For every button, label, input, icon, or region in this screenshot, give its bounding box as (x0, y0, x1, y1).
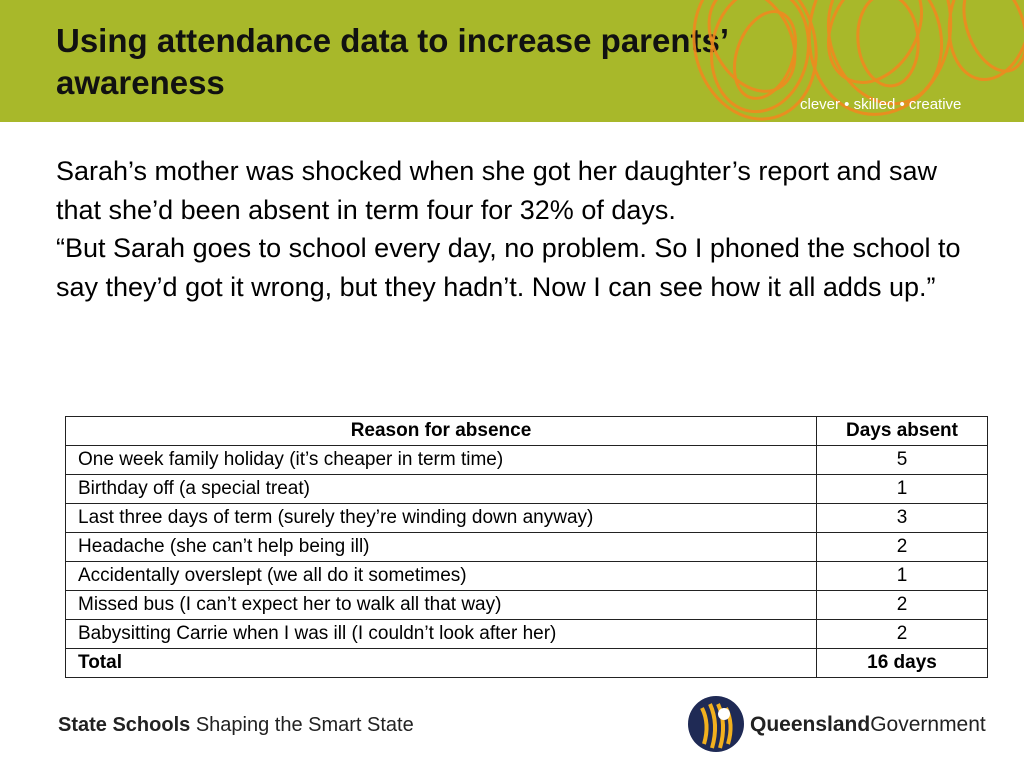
footer-slogan: Shaping the Smart State (195, 714, 414, 736)
paragraph-quote: “But Sarah goes to school every day, no problem. So I phoned the school to say they’d got it wrong, but they hadn’t. Now I can see how it all adds up.” (56, 233, 961, 302)
gov-name-rest: Government (870, 713, 986, 736)
days-cell: 5 (817, 446, 988, 475)
body-text (56, 152, 976, 306)
queensland-government-wordmark (750, 713, 986, 737)
gov-name-bold: Queensland (750, 713, 871, 736)
reason-cell: Accidentally overslept (we all do it sometimes) (66, 562, 817, 591)
table-row (66, 562, 988, 591)
days-cell: 2 (817, 620, 988, 649)
absence-table (65, 416, 988, 678)
reason-cell: Last three days of term (surely they’re winding down anyway) (66, 504, 817, 533)
days-cell: 1 (817, 562, 988, 591)
total-days: 16 days (817, 649, 988, 678)
table-row (66, 475, 988, 504)
reason-cell: One week family holiday (it’s cheaper in term time) (66, 446, 817, 475)
table-header-row (66, 417, 988, 446)
paragraph-story: Sarah’s mother was shocked when she got her daughter’s report and saw that she’d been absent in term four for 32% of days. (56, 156, 938, 225)
table-row (66, 591, 988, 620)
tagline: clever • skilled • creative (800, 96, 962, 113)
reason-cell: Missed bus (I can’t expect her to walk all that way) (66, 591, 817, 620)
table-row (66, 533, 988, 562)
slide-title: Using attendance data to increase parents’ awareness (56, 22, 728, 101)
header-banner (0, 0, 1024, 122)
footer-brand: State Schools (58, 714, 191, 736)
days-cell: 1 (817, 475, 988, 504)
column-header-reason: Reason for absence (66, 417, 817, 446)
table-row (66, 504, 988, 533)
queensland-crest-icon (686, 694, 746, 754)
total-label: Total (66, 649, 817, 678)
days-cell: 3 (817, 504, 988, 533)
reason-cell: Birthday off (a special treat) (66, 475, 817, 504)
days-cell: 2 (817, 591, 988, 620)
column-header-days: Days absent (817, 417, 988, 446)
days-cell: 2 (817, 533, 988, 562)
table-row (66, 620, 988, 649)
total-row (66, 649, 988, 678)
table-row (66, 446, 988, 475)
footer-state-schools (58, 714, 414, 737)
reason-cell: Headache (she can’t help being ill) (66, 533, 817, 562)
reason-cell: Babysitting Carrie when I was ill (I couldn’t look after her) (66, 620, 817, 649)
